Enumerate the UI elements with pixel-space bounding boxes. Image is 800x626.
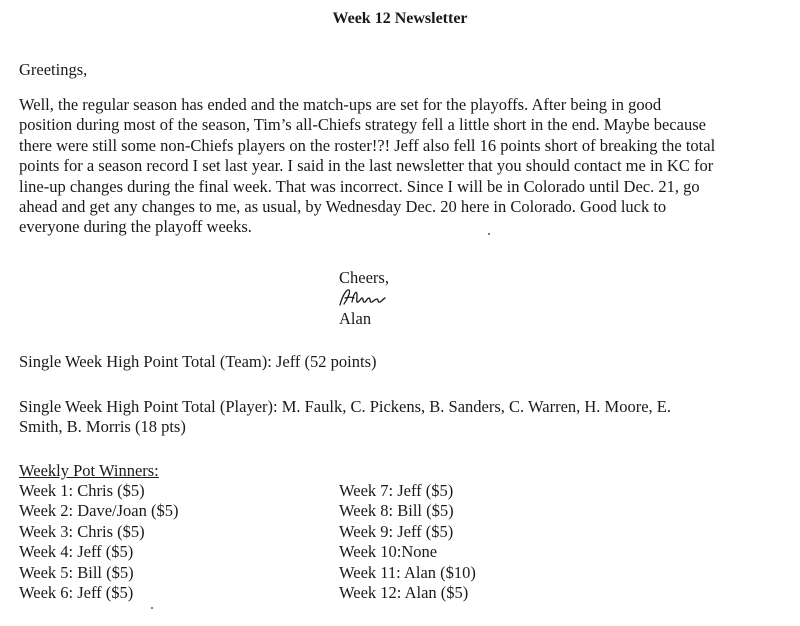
- list-item: Week 8: Bill ($5): [339, 501, 454, 521]
- signoff: Cheers,: [339, 268, 389, 287]
- list-item: Week 12: Alan ($5): [339, 583, 469, 603]
- list-item: Week 7: Jeff ($5): [339, 481, 454, 500]
- list-item: Week 2: Dave/Joan ($5): [19, 501, 179, 521]
- page-title: Week 12 Newsletter: [332, 10, 468, 27]
- player-high-line: Smith, B. Morris (18 pts): [19, 417, 186, 437]
- list-item: Week 3: Chris ($5): [19, 521, 145, 541]
- pot-winners-list-left: [19, 481, 179, 603]
- list-item: Week 6: Jeff ($5): [19, 583, 134, 603]
- player-high-line: Single Week High Point Total (Player): M. Faulk, C. Pickens, B. Sanders, C. Warren, H. Moore, E.: [19, 397, 671, 416]
- body-line: position during most of the season, Tim’s all-Chiefs strategy fell a little short in the end. Maybe because: [19, 115, 706, 135]
- pot-winners-list-right: [339, 481, 476, 603]
- scan-speck: [488, 233, 490, 235]
- body-line: points for a season record I set last year. I said in the last newsletter that you should contact me in KC for: [19, 156, 714, 176]
- player-high-score: [19, 397, 671, 438]
- list-item: Week 1: Chris ($5): [19, 481, 145, 500]
- list-item: Week 4: Jeff ($5): [19, 542, 134, 562]
- body-line: everyone during the playoff weeks.: [19, 217, 252, 237]
- body-line: there were still some non-Chiefs players on the roster!?! Jeff also fell 16 points short of breaking the total: [19, 135, 716, 155]
- scan-speck: [151, 607, 153, 609]
- greeting: Greetings,: [19, 60, 88, 79]
- list-item: Week 10:None: [339, 542, 438, 562]
- body-paragraph: [19, 95, 791, 238]
- signer-name: Alan: [339, 309, 372, 328]
- list-item: Week 9: Jeff ($5): [339, 521, 454, 541]
- body-line: line-up changes during the final week. That was incorrect. Since I will be in Colorado until Dec. 21, go: [19, 176, 700, 196]
- body-line: Well, the regular season has ended and the match-ups are set for the playoffs. After being in good: [19, 95, 662, 114]
- body-line: ahead and get any changes to me, as usual, by Wednesday Dec. 20 here in Colorado. Good luck to: [19, 197, 667, 217]
- list-item: Week 5: Bill ($5): [19, 562, 134, 582]
- list-item: Week 11: Alan ($10): [339, 562, 476, 582]
- pot-winners-heading: Weekly Pot Winners:: [19, 461, 159, 480]
- team-high-score: Single Week High Point Total (Team): Jeff (52 points): [19, 352, 377, 371]
- handwritten-signature: [337, 286, 387, 310]
